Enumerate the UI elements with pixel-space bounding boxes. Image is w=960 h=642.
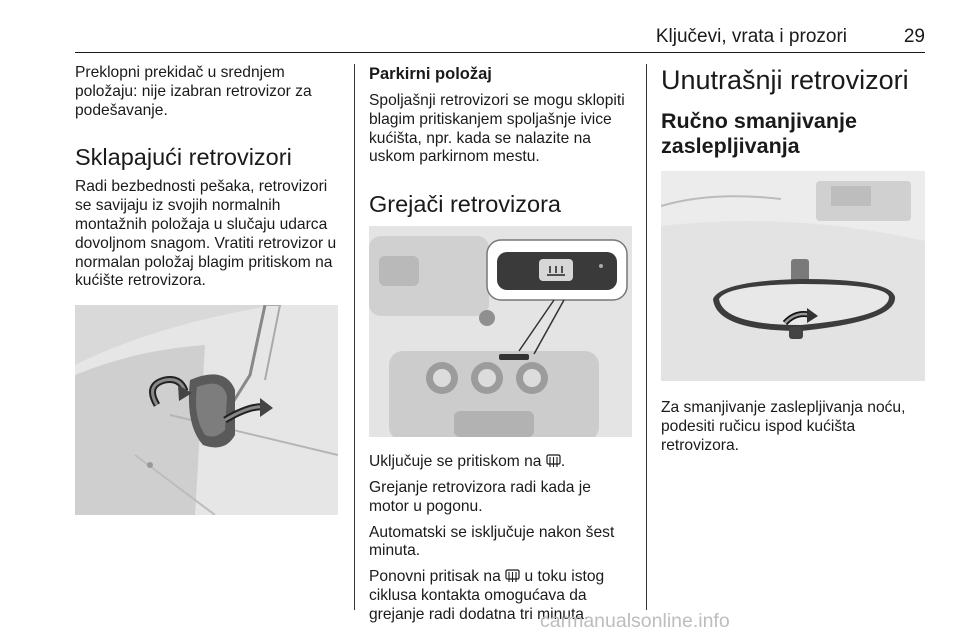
section-heading-interior-mirrors: Unutrašnji retrovizori bbox=[661, 65, 909, 95]
heater-on-period: . bbox=[560, 453, 566, 471]
section-heading-mirror-heaters: Grejači retrovizora bbox=[369, 191, 561, 218]
heater-repeat-text-start: Ponovni pritisak na bbox=[369, 568, 501, 586]
antidazzle-paragraph: Za smanjivanje zaslepljivanja noću, podesiti ručicu ispod kućišta retrovizora. bbox=[661, 399, 906, 454]
column-right bbox=[661, 64, 929, 455]
column-divider bbox=[646, 64, 647, 610]
page-number: 29 bbox=[903, 26, 925, 47]
intro-paragraph: Preklopni prekidač u srednjem položaju: nije izabran retrovizor za podešavanje. bbox=[75, 64, 312, 119]
folding-mirrors-paragraph: Radi bezbednosti pešaka, retrovizori se savijaju iz svojih normalnih montažnih položaja u slučaju udarca dovoljnom snagom. Vratiti retrovizor u normalan položaj blagim pritiskom na kućište retrovizora. bbox=[75, 178, 337, 290]
heater-auto-off-paragraph: Automatski se isključuje nakon šest minuta. bbox=[369, 523, 615, 560]
column-left bbox=[75, 64, 340, 515]
heater-button-illustration bbox=[369, 226, 632, 437]
rear-window-heater-icon bbox=[505, 569, 520, 583]
subheading-parking-position: Parkirni položaj bbox=[369, 65, 492, 83]
column-divider bbox=[354, 64, 355, 610]
header-rule bbox=[75, 52, 925, 53]
watermark: carmanualsonline.info bbox=[540, 610, 730, 632]
heater-on-text: Uključuje se pritiskom na bbox=[369, 453, 542, 471]
rear-window-heater-icon bbox=[546, 454, 561, 468]
interior-mirror-illustration bbox=[661, 171, 925, 381]
heater-repeat-text-end: u toku istog ciklusa kontakta omogućava da grejanje radi dodatna tri minuta. bbox=[369, 568, 605, 623]
folding-mirror-illustration bbox=[75, 305, 338, 515]
heater-engine-paragraph: Grejanje retrovizora radi kada je motor u pogonu. bbox=[369, 478, 591, 515]
chapter-title: Ključevi, vrata i prozori bbox=[655, 26, 847, 47]
column-middle bbox=[369, 64, 633, 625]
page-header bbox=[75, 22, 925, 50]
parking-position-paragraph: Spoljašnji retrovizori se mogu sklopiti blagim pritiskanjem spoljašnje ivice kućišta, npr. kada se nalazite na uskom parkirnom mestu. bbox=[369, 92, 625, 166]
heater-on-paragraph bbox=[369, 453, 633, 472]
subheading-manual-antidazzle: Ručno smanjivanje zaslepljivanja bbox=[661, 109, 857, 158]
section-heading-folding-mirrors: Sklapajući retrovizori bbox=[75, 144, 292, 171]
